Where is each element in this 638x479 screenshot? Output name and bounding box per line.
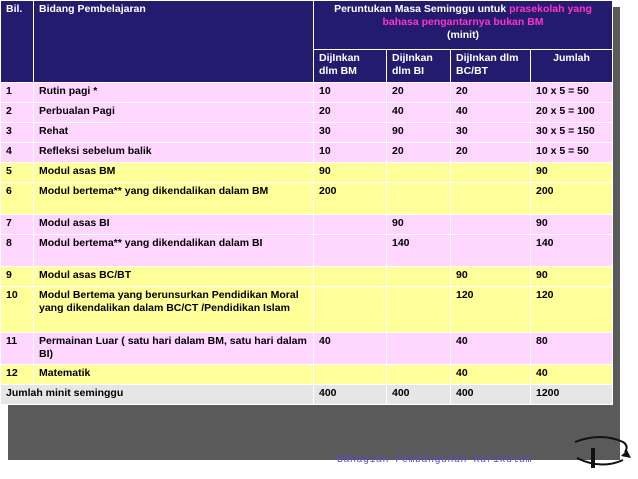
row-jumlah: 90 bbox=[531, 267, 613, 287]
row-jumlah: 140 bbox=[531, 235, 613, 267]
row-bidang: Rutin pagi * bbox=[34, 83, 314, 103]
row-jumlah: 30 x 5 = 150 bbox=[531, 123, 613, 143]
total-row bbox=[1, 385, 613, 405]
header-title bbox=[314, 1, 613, 50]
row-bi bbox=[387, 163, 451, 183]
row-bil: 12 bbox=[1, 365, 34, 385]
row-bi: 20 bbox=[387, 83, 451, 103]
subheader-jumlah: Jumlah bbox=[531, 50, 613, 83]
row-bidang: Refleksi sebelum balik bbox=[34, 143, 314, 163]
row-bi: 90 bbox=[387, 123, 451, 143]
curve-arrow-icon bbox=[571, 428, 631, 472]
header-row bbox=[1, 1, 613, 50]
row-bidang: Permainan Luar ( satu hari dalam BM, satu hari dalam BI) bbox=[34, 333, 314, 365]
total-jumlah: 1200 bbox=[531, 385, 613, 405]
row-bi: 90 bbox=[387, 215, 451, 235]
row-bidang: Modul bertema** yang dikendalikan dalam BI bbox=[34, 235, 314, 267]
row-bm bbox=[314, 267, 387, 287]
row-bi bbox=[387, 365, 451, 385]
row-bm: 10 bbox=[314, 143, 387, 163]
row-bm bbox=[314, 235, 387, 267]
row-bi: 140 bbox=[387, 235, 451, 267]
table-row bbox=[1, 163, 613, 183]
header-bil: Bil. bbox=[1, 1, 34, 83]
table-row bbox=[1, 235, 613, 267]
table-row bbox=[1, 215, 613, 235]
row-bil: 10 bbox=[1, 287, 34, 333]
row-jumlah: 120 bbox=[531, 287, 613, 333]
row-bidang: Modul asas BM bbox=[34, 163, 314, 183]
row-bm bbox=[314, 365, 387, 385]
table-row bbox=[1, 287, 613, 333]
header-bidang: Bidang Pembelajaran bbox=[34, 1, 314, 83]
row-bm: 200 bbox=[314, 183, 387, 215]
row-bil: 2 bbox=[1, 103, 34, 123]
row-jumlah: 90 bbox=[531, 163, 613, 183]
row-bil: 9 bbox=[1, 267, 34, 287]
total-label: Jumlah minit seminggu bbox=[1, 385, 314, 405]
table-row bbox=[1, 267, 613, 287]
total-bcbt: 400 bbox=[451, 385, 531, 405]
row-bm: 20 bbox=[314, 103, 387, 123]
row-bcbt: 40 bbox=[451, 333, 531, 365]
row-bi bbox=[387, 287, 451, 333]
row-bm: 10 bbox=[314, 83, 387, 103]
row-bidang: Modul asas BI bbox=[34, 215, 314, 235]
row-jumlah: 20 x 5 = 100 bbox=[531, 103, 613, 123]
row-bcbt: 90 bbox=[451, 267, 531, 287]
row-bcbt bbox=[451, 163, 531, 183]
row-bi bbox=[387, 183, 451, 215]
row-bil: 5 bbox=[1, 163, 34, 183]
footer-text: Bahagian Pembangunan Kurikulum bbox=[337, 455, 533, 466]
table-row bbox=[1, 143, 613, 163]
row-bm bbox=[314, 287, 387, 333]
row-bm: 90 bbox=[314, 163, 387, 183]
row-bi: 20 bbox=[387, 143, 451, 163]
row-bil: 6 bbox=[1, 183, 34, 215]
total-bm: 400 bbox=[314, 385, 387, 405]
table-row bbox=[1, 83, 613, 103]
row-bcbt: 40 bbox=[451, 365, 531, 385]
row-bil: 11 bbox=[1, 333, 34, 365]
row-bidang: Rehat bbox=[34, 123, 314, 143]
total-bi: 400 bbox=[387, 385, 451, 405]
row-bidang: Modul asas BC/BT bbox=[34, 267, 314, 287]
row-bi bbox=[387, 333, 451, 365]
header-title-accent: prasekolah yang bahasa pengantarnya bukan BM bbox=[382, 3, 592, 28]
row-bi: 40 bbox=[387, 103, 451, 123]
row-bm bbox=[314, 215, 387, 235]
row-bidang: Matematik bbox=[34, 365, 314, 385]
row-bcbt bbox=[451, 235, 531, 267]
row-jumlah: 40 bbox=[531, 365, 613, 385]
row-bidang: Modul bertema** yang dikendalikan dalam BM bbox=[34, 183, 314, 215]
table-row bbox=[1, 183, 613, 215]
header-title-main: Peruntukan Masa Seminggu untuk bbox=[334, 3, 507, 15]
subheader-bm: DijInkan dlm BM bbox=[314, 50, 387, 83]
row-bil: 8 bbox=[1, 235, 34, 267]
row-bil: 3 bbox=[1, 123, 34, 143]
row-jumlah: 200 bbox=[531, 183, 613, 215]
row-bcbt: 20 bbox=[451, 143, 531, 163]
header-title-unit: (minit) bbox=[446, 29, 480, 41]
row-bidang: Perbualan Pagi bbox=[34, 103, 314, 123]
row-bcbt: 30 bbox=[451, 123, 531, 143]
row-bil: 1 bbox=[1, 83, 34, 103]
row-bidang: Modul Bertema yang berunsurkan Pendidikan Moral yang dikendalikan dalam BC/CT /Pendidikan Islam bbox=[34, 287, 314, 333]
row-jumlah: 10 x 5 = 50 bbox=[531, 143, 613, 163]
table-row bbox=[1, 123, 613, 143]
row-bcbt bbox=[451, 215, 531, 235]
row-bm: 30 bbox=[314, 123, 387, 143]
row-bcbt: 120 bbox=[451, 287, 531, 333]
row-bm: 40 bbox=[314, 333, 387, 365]
row-bi bbox=[387, 267, 451, 287]
row-bil: 4 bbox=[1, 143, 34, 163]
row-jumlah: 90 bbox=[531, 215, 613, 235]
row-bcbt bbox=[451, 183, 531, 215]
row-bcbt: 40 bbox=[451, 103, 531, 123]
subheader-bcbt: DijInkan dlm BC/BT bbox=[451, 50, 531, 83]
table-row bbox=[1, 103, 613, 123]
row-bcbt: 20 bbox=[451, 83, 531, 103]
table-row bbox=[1, 333, 613, 365]
subheader-bi: DijInkan dlm BI bbox=[387, 50, 451, 83]
row-jumlah: 10 x 5 = 50 bbox=[531, 83, 613, 103]
row-bil: 7 bbox=[1, 215, 34, 235]
row-jumlah: 80 bbox=[531, 333, 613, 365]
table-row bbox=[1, 365, 613, 385]
